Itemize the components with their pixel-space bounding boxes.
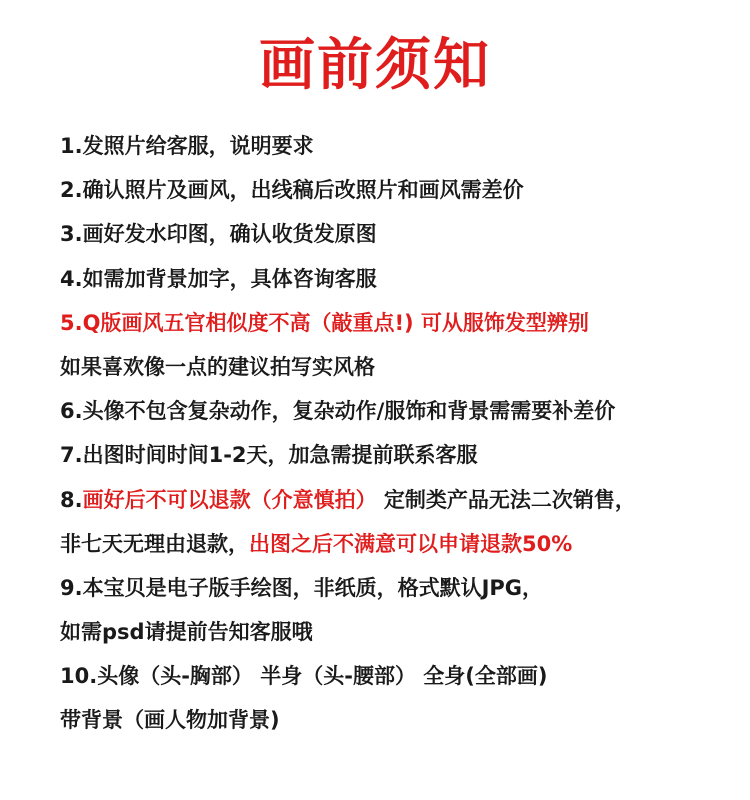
notice-text: 非七天无理由退款， bbox=[60, 531, 249, 556]
notice-line-8-continued bbox=[60, 522, 740, 566]
notice-line-5-continued bbox=[60, 345, 740, 389]
notice-text: 定制类产品无法二次销售， bbox=[376, 487, 636, 512]
notice-line-2 bbox=[60, 168, 740, 212]
notice-line-9 bbox=[60, 566, 740, 610]
notice-line-10-continued bbox=[60, 698, 740, 742]
notice-line-5-highlight bbox=[60, 301, 740, 345]
notice-text: 带背景（画人物加背景) bbox=[60, 708, 280, 733]
notice-line-1 bbox=[60, 124, 740, 168]
notice-text: 如需psd请提前告知客服哦 bbox=[60, 620, 313, 645]
notice-text: 如果喜欢像一点的建议拍写实风格 bbox=[60, 354, 375, 379]
notice-line-9-continued bbox=[60, 610, 740, 654]
notice-text-highlight: 5.Q版画风五官相似度不高（敲重点!) 可从服饰发型辨别 bbox=[60, 310, 589, 335]
notice-text: 8. bbox=[60, 487, 83, 512]
notice-line-8 bbox=[60, 478, 740, 522]
notice-text: 7.出图时间时间1-2天，加急需提前联系客服 bbox=[60, 443, 478, 468]
notice-line-10 bbox=[60, 654, 740, 698]
notice-text: 1.发照片给客服，说明要求 bbox=[60, 134, 314, 158]
notice-text: 2.确认照片及画风，出线稿后改照片和画风需差价 bbox=[60, 178, 524, 203]
notice-text: 6.头像不包含复杂动作，复杂动作/服饰和背景需需要补差价 bbox=[60, 399, 616, 424]
notice-text-highlight: 出图之后不满意可以申请退款50% bbox=[249, 531, 573, 556]
notice-text: 3.画好发水印图，确认收货发原图 bbox=[60, 222, 377, 247]
notice-line-3 bbox=[60, 212, 740, 256]
notice-line-4 bbox=[60, 257, 740, 301]
notice-line-6 bbox=[60, 389, 740, 433]
notice-text: 10.头像（头-胸部） 半身（头-腰部） 全身(全部画) bbox=[60, 664, 548, 689]
page-title: 画前须知 bbox=[259, 33, 491, 98]
notice-text: 9.本宝贝是电子版手绘图，非纸质，格式默认JPG， bbox=[60, 575, 544, 600]
notice-line-7 bbox=[60, 433, 740, 477]
notice-list bbox=[60, 124, 740, 743]
notice-text: 4.如需加背景加字，具体咨询客服 bbox=[60, 266, 377, 291]
notice-text-highlight: 画好后不可以退款（介意慎拍） bbox=[82, 487, 377, 512]
